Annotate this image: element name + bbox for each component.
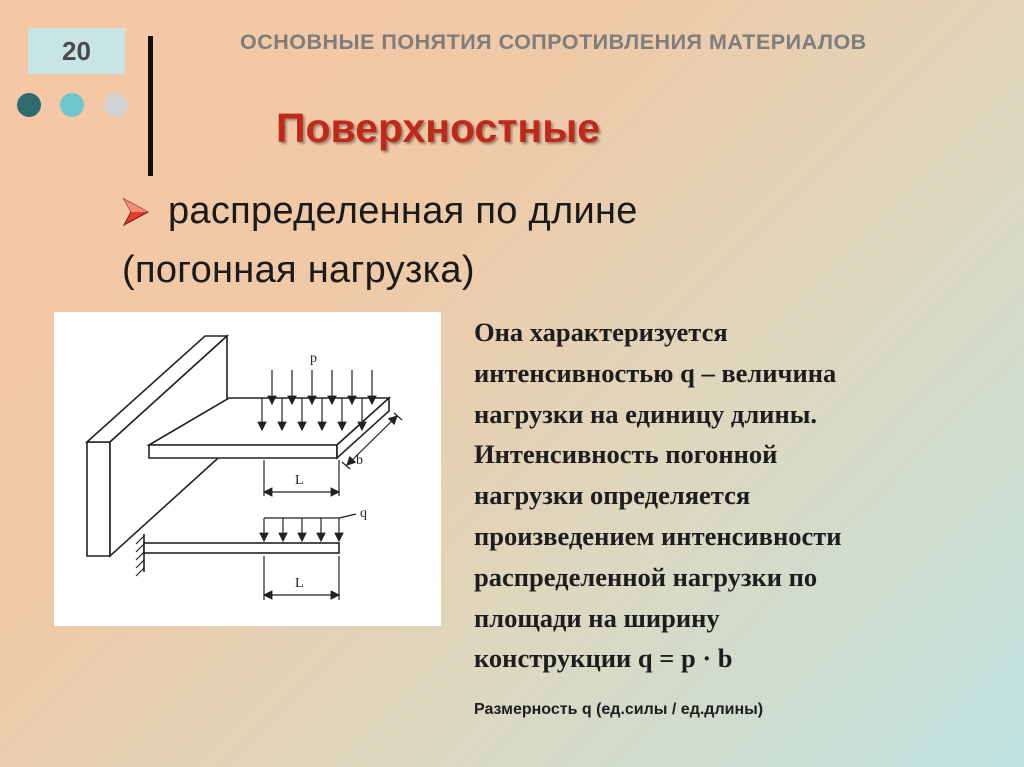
units-note: Размерность q (ед.силы / ед.длины) <box>474 701 764 718</box>
label-q: q <box>360 506 367 521</box>
line-load-arrows <box>264 514 356 541</box>
plate-front <box>149 445 337 458</box>
header-title: ОСНОВНЫЕ ПОНЯТИЯ СОПРОТИВЛЕНИЯ МАТЕРИАЛОВ <box>240 30 867 54</box>
arrow-bullet-icon <box>122 197 150 227</box>
fixed-support-hatch <box>136 536 144 576</box>
vertical-divider <box>148 36 153 176</box>
bullet-text-line-2: (погонная нагрузка) <box>122 249 475 291</box>
wall-front <box>87 442 110 556</box>
description-line: конструкции q = p · b <box>474 643 733 674</box>
description-line: Интенсивность погонной <box>474 439 778 470</box>
label-L-bottom: L <box>295 576 304 591</box>
cantilever-load-diagram <box>54 312 441 626</box>
beam-2d <box>144 543 339 553</box>
description-line: нагрузки на единицу длины. <box>474 398 818 429</box>
description-line: площади на ширину <box>474 602 720 633</box>
description-line: произведением интенсивности <box>474 520 842 551</box>
label-b: b <box>356 453 363 468</box>
description-line: нагрузки определяется <box>474 480 751 511</box>
label-p: p <box>310 351 317 366</box>
decorative-dot-dark <box>17 93 41 117</box>
label-L-top: L <box>295 473 304 488</box>
slide-title: Поверхностные <box>276 105 601 151</box>
decorative-dot-teal <box>60 93 84 117</box>
diagram-svg <box>54 312 441 626</box>
slide-number: 20 <box>28 28 125 74</box>
description-line: Она характеризуется <box>474 317 728 347</box>
bullet-text-line-1: распределенная по длине <box>168 190 638 232</box>
description-line: распределенной нагрузки по <box>474 561 818 592</box>
decorative-dot-gray <box>104 93 128 117</box>
description-text <box>474 312 1019 679</box>
description-line: интенсивностью q – величина <box>474 357 837 388</box>
